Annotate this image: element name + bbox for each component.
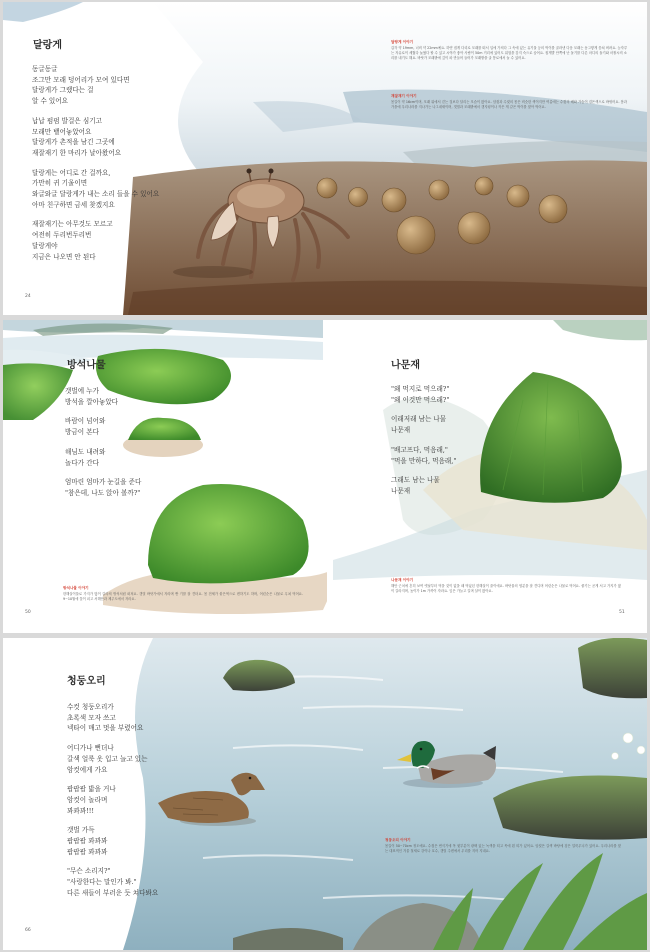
poem-line: 여전히 두리번두리번 <box>32 231 92 240</box>
poem-line: 팝팝팝 꽈꽈꽈 <box>67 847 108 856</box>
page-number: 50 <box>25 610 31 615</box>
poem-line: 그래도 남는 나물 <box>391 476 440 485</box>
poem-line: "무슨 소리지?" <box>67 867 111 876</box>
poem-line: 암컷이 놀라며 <box>67 795 108 804</box>
poem-line: 달랑게가 촌적을 남긴 그곳에 <box>32 138 115 147</box>
info-note-text: 몸길이 약 16cm이며, 모래 위에서 걷는 것보다 달리는 모습이 많아요. 암컷과 수컷의 몸은 비슷한 색이지만 여름에는 수컷의 배와 가슴이 검은색으로 바뀌어요. 봄과 가을에 우리나라를 지나가는 나그네새이며, 갯벌과 모래밭에서 갯지렁이나 작은 게 같은 먹이를 찾아 먹어요. <box>391 100 627 109</box>
poem-line: 넥타이 매고 멋을 부렸어요 <box>67 724 144 733</box>
info-note-heading: 재잘재기 이야기 <box>391 94 417 98</box>
poem-line: 꽈꽈꽈!!! <box>67 806 95 815</box>
poem-line: 알 수 있어요 <box>32 97 69 106</box>
poem-line: "왜 먹지로 먹으래?" <box>391 385 450 393</box>
poem-line: 갈색 얼룩 옷 입고 늘고 있는 <box>67 754 148 763</box>
poem-body <box>32 64 159 262</box>
poem-title: 나문재 <box>391 360 420 371</box>
poem-line: 팝팝팝 밟을 거나 <box>67 785 116 794</box>
poem-line: 납납 펌펌 발걸은 심기고 <box>32 116 102 125</box>
poem-title: 달랑게 <box>33 40 62 51</box>
info-note-heading: 청둥오리 이야기 <box>385 838 411 842</box>
poem-line: 엄마린 엄마가 눈길을 준다 <box>65 478 142 487</box>
poem-line: 아마 친구하면 금세 찾겠지요 <box>32 200 115 209</box>
spread-seepweed <box>3 320 647 633</box>
poem-line: 재잘재기 한 마리가 날아왔어요 <box>32 148 122 157</box>
info-note-heading: 방석나물 이야기 <box>63 586 89 590</box>
poem-line: 동글동글 <box>32 65 58 73</box>
poem-line: "사랑한다는 말인가 봐." <box>67 878 137 887</box>
poem-line: 다른 새들이 부러운 듯 쳐다봐요 <box>67 888 159 897</box>
poem-line: 가만히 귀 기울이면 <box>32 179 88 188</box>
info-note-heading: 나문재 이야기 <box>391 578 414 582</box>
poem-line: 달랑게야 <box>32 241 58 250</box>
info-note-heading: 달랑게 이야기 <box>391 40 414 44</box>
poem-body <box>391 384 456 497</box>
info-note-text: 갑각 약 19mm, 너비 약 22mm예요. 하얀 집게 다리로 모래를 떠서 입에 가져다 그 속에 있는 유기물 등의 먹이를 골라낸 다음 모래는 동그랗게 뭉쳐 버려요. 눈자루는 자유로이 세웠다 눕혔다 할 수 있고 시야가 좋아 사람이 50m 거리에 있어도 위험을 감지 숙으로 숨어요. 집게발 안쪽에 난 돌기를 다른 마디의 돌기와 마찰시켜 소리를 내기도 해요. 바닷가 모래밭에 깊이 파 만들어 들어가 모래밭을 굴 통로에서 놀 수 있어요. <box>391 46 627 60</box>
poem-line: 해님도 내려와 <box>65 447 106 456</box>
poem-line: 초록색 모자 쓰고 <box>67 713 116 722</box>
poem-body <box>67 702 158 899</box>
poem-line: 놀다가 간다 <box>65 458 99 467</box>
info-note-text: 몸길이 50~70cm 정도예요. 수컷은 번식기에 목 윗부분이 광택 있는 녹색을 띠고 목에 흰 띠가 있어요. 암컷은 갈색 바탕에 검은 얼룩무늬가 있어요. 우리나라를 찾는 대표적인 겨울 철새로 강이나 호수, 갯벌 주변에서 무리를 지어 지내요. <box>385 844 621 853</box>
poem-line: 방금이 본다 <box>65 428 99 437</box>
poem-line: 팝팝팝 꽈꽈꽈 <box>67 837 108 846</box>
info-note <box>391 40 627 60</box>
poem-line: 암컷에게 가요 <box>67 765 108 774</box>
page-number: 24 <box>25 294 31 299</box>
poem-line: 갯벌에 누가 <box>65 387 99 395</box>
poem-body <box>65 386 141 499</box>
poem-line: 재잘재기는 아무것도 모르고 <box>32 220 113 229</box>
info-note <box>385 838 621 854</box>
info-note <box>63 586 303 602</box>
poem-line: 모래만 뱉어놓았어요 <box>32 127 92 136</box>
poem-line: "참은데, 나도 앉아 볼까?" <box>65 488 141 497</box>
poem-line: 조그만 모래 덩어리가 모여 있다면 <box>32 75 130 84</box>
page-number: 51 <box>619 610 625 615</box>
info-note-text: 해안 근처에 흔히 보여 옛날부터 먹을 것이 없을 때 먹었던 한해살이 풀이에요. 바닷물의 염분을 잘 견디며 어린순은 나물로 먹어요. 줄기는 곧게 서고 가지가 많이 갈라지며, 높이가 1m 가까이 자라요. 잎은 가늘고 길며 살이 많아요. <box>391 584 621 593</box>
poem-line: 수컷 청둥오리가 <box>67 703 114 711</box>
poem-line: 와글와글 달랑게가 내는 소리 들을 수 있어요 <box>32 190 160 199</box>
poem-line: 이래저래 남는 나물 <box>391 415 447 424</box>
poem-line: 달랑게가 그랬다는 걸 <box>32 86 94 95</box>
poem-title: 청둥오리 <box>67 676 106 687</box>
info-note-text: 한해살이풀로 가지가 많이 갈라져 방석처럼 퍼져요. 갯벌 바닷가에서 자라며 짠 기를 잘 견뎌요. 몸 전체가 붉은색으로 변하기도 하며, 어린순은 나물로 무쳐 먹어요. 9~10월에 꽃이 피고 서해안과 제주도에서 자라요. <box>63 592 303 601</box>
poem-line: "왜 이것만 먹으래?" <box>391 395 450 404</box>
page-number: 66 <box>25 928 31 933</box>
spread-mallard <box>3 638 647 950</box>
spread-ghost-crab <box>3 2 647 315</box>
poem-title: 방석나물 <box>67 360 106 371</box>
poem-line: 갯벌 가득 <box>67 826 95 835</box>
info-note <box>391 578 621 594</box>
poem-line: 지금은 나오면 안 된다 <box>32 252 96 261</box>
poem-line: 바람이 넘어와 <box>65 417 106 426</box>
poem-line: "배고프다, 먹음래," <box>391 445 448 454</box>
poem-line: 어디가나 뻔더나 <box>67 744 114 753</box>
poem-line: "먹을 만하다, 먹음래," <box>391 456 457 465</box>
poem-line: 달랑게는 어디로 간 걸까요, <box>32 168 111 177</box>
poem-line: 나문재 <box>391 486 411 495</box>
info-note <box>391 94 627 110</box>
poem-line: 나문재 <box>391 426 411 435</box>
poem-line: 방석을 깔아놓았다 <box>65 397 119 406</box>
